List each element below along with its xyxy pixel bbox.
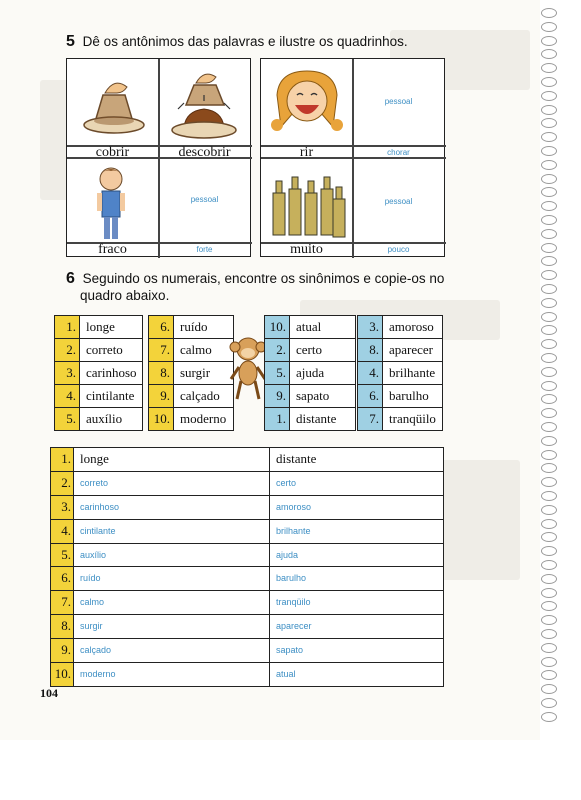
binding-ring — [541, 284, 557, 294]
answer-pouco: pouco — [387, 245, 410, 254]
binding-ring — [541, 63, 557, 73]
binding-ring — [541, 256, 557, 266]
binding-ring — [541, 394, 557, 404]
bottles-icon — [269, 163, 349, 243]
binding-ring — [541, 546, 557, 556]
list-item: 2. certo — [265, 339, 355, 362]
table-row: 2. correto certo — [51, 472, 443, 496]
binding-ring — [541, 450, 557, 460]
handwritten-note: pessoal — [190, 195, 219, 204]
word-rir: rir — [299, 145, 314, 160]
binding-ring — [541, 160, 557, 170]
exercise-instruction-line2: quadro abaixo. — [80, 288, 170, 303]
list-item: 9. sapato — [265, 385, 355, 408]
table-row: 3. carinhoso amoroso — [51, 496, 443, 520]
word-list-1 — [54, 315, 143, 431]
word-list-4 — [357, 315, 443, 431]
binding-ring — [541, 312, 557, 322]
exercise-number: 5 — [66, 33, 75, 50]
binding-ring — [541, 243, 557, 253]
binding-ring — [541, 105, 557, 115]
table-row: 8. surgir aparecer — [51, 615, 443, 639]
exercise-instruction: Dê os antônimos das palavras e ilustre os quadrinhos. — [82, 34, 408, 49]
list-item: 1. longe — [55, 316, 142, 339]
binding-ring — [541, 477, 557, 487]
binding-ring — [541, 491, 557, 501]
binding-ring — [541, 339, 557, 349]
exercise-5-title — [66, 33, 408, 51]
binding-ring — [541, 381, 557, 391]
binding-ring — [541, 519, 557, 529]
antonym-block-left — [66, 58, 251, 257]
binding-ring — [541, 49, 557, 59]
binding-ring — [541, 657, 557, 667]
exercise-6-title — [66, 270, 446, 304]
binding-ring — [541, 229, 557, 239]
list-item: 4. brilhante — [358, 362, 442, 385]
list-item: 8. surgir — [149, 362, 233, 385]
table-row: 1. longe distante — [51, 448, 443, 472]
binding-ring — [541, 215, 557, 225]
binding-ring — [541, 91, 557, 101]
list-item: 10. atual — [265, 316, 355, 339]
binding-ring — [541, 629, 557, 639]
handwritten-note: pessoal — [384, 97, 413, 106]
handwritten-note: pessoal — [384, 197, 413, 206]
binding-ring — [541, 670, 557, 680]
binding-ring — [541, 684, 557, 694]
binding-ring — [541, 698, 557, 708]
exercise-instruction-line1: Seguindo os numerais, encontre os sinônimos e copie-os no — [82, 271, 445, 286]
binding-ring — [541, 422, 557, 432]
binding-ring — [541, 132, 557, 142]
binding-ring — [541, 408, 557, 418]
uncovered-pudding-icon — [164, 65, 244, 141]
word-cobrir: cobrir — [95, 145, 130, 160]
boy-icon — [89, 163, 133, 243]
table-row: 10. moderno atual — [51, 663, 443, 686]
binding-ring — [541, 187, 557, 197]
binding-ring — [541, 532, 557, 542]
binding-ring — [541, 601, 557, 611]
binding-ring — [541, 505, 557, 515]
list-item: 2. correto — [55, 339, 142, 362]
list-item: 8. aparecer — [358, 339, 442, 362]
answer-chorar: chorar — [387, 148, 410, 157]
monkey-icon — [229, 335, 267, 403]
word-list-2 — [148, 315, 234, 431]
binding-ring — [541, 367, 557, 377]
binding-ring — [541, 643, 557, 653]
list-item: 6. barulho — [358, 385, 442, 408]
word-muito: muito — [290, 242, 323, 257]
list-item: 9. calçado — [149, 385, 233, 408]
table-row: 6. ruído barulho — [51, 567, 443, 591]
binding-ring — [541, 8, 557, 18]
list-item: 5. auxílio — [55, 408, 142, 430]
list-item: 4. cintilante — [55, 385, 142, 408]
word-list-3 — [264, 315, 356, 431]
synonym-answer-table — [50, 447, 444, 687]
binding-ring — [541, 270, 557, 280]
binding-ring — [541, 463, 557, 473]
list-item: 7. calmo — [149, 339, 233, 362]
list-item: 3. carinhoso — [55, 362, 142, 385]
list-item: 3. amoroso — [358, 316, 442, 339]
binding-ring — [541, 325, 557, 335]
table-row: 5. auxílio ajuda — [51, 544, 443, 568]
exercise-number: 6 — [66, 270, 75, 287]
binding-ring — [541, 146, 557, 156]
binding-ring — [541, 118, 557, 128]
binding-ring — [541, 588, 557, 598]
binding-ring — [541, 22, 557, 32]
laughing-girl-icon — [269, 65, 345, 143]
spiral-binding — [531, 8, 561, 728]
list-item: 1. distante — [265, 408, 355, 430]
binding-ring — [541, 298, 557, 308]
word-descobrir: descobrir — [178, 145, 231, 160]
word-fraco: fraco — [98, 242, 127, 257]
binding-ring — [541, 36, 557, 46]
antonym-block-right — [260, 58, 445, 257]
list-item: 6. ruído — [149, 316, 233, 339]
page-number: 104 — [40, 686, 58, 700]
table-row: 7. calmo tranqüilo — [51, 591, 443, 615]
binding-ring — [541, 615, 557, 625]
binding-ring — [541, 574, 557, 584]
list-item: 10. moderno — [149, 408, 233, 430]
list-item: 7. tranqüilo — [358, 408, 442, 430]
table-row: 9. calçado sapato — [51, 639, 443, 663]
covered-pudding-icon — [77, 67, 151, 141]
binding-ring — [541, 560, 557, 570]
table-row: 4. cintilante brilhante — [51, 520, 443, 544]
binding-ring — [541, 353, 557, 363]
answer-forte: forte — [196, 245, 213, 254]
binding-ring — [541, 77, 557, 87]
binding-ring — [541, 712, 557, 722]
binding-ring — [541, 436, 557, 446]
binding-ring — [541, 174, 557, 184]
list-item: 5. ajuda — [265, 362, 355, 385]
binding-ring — [541, 201, 557, 211]
